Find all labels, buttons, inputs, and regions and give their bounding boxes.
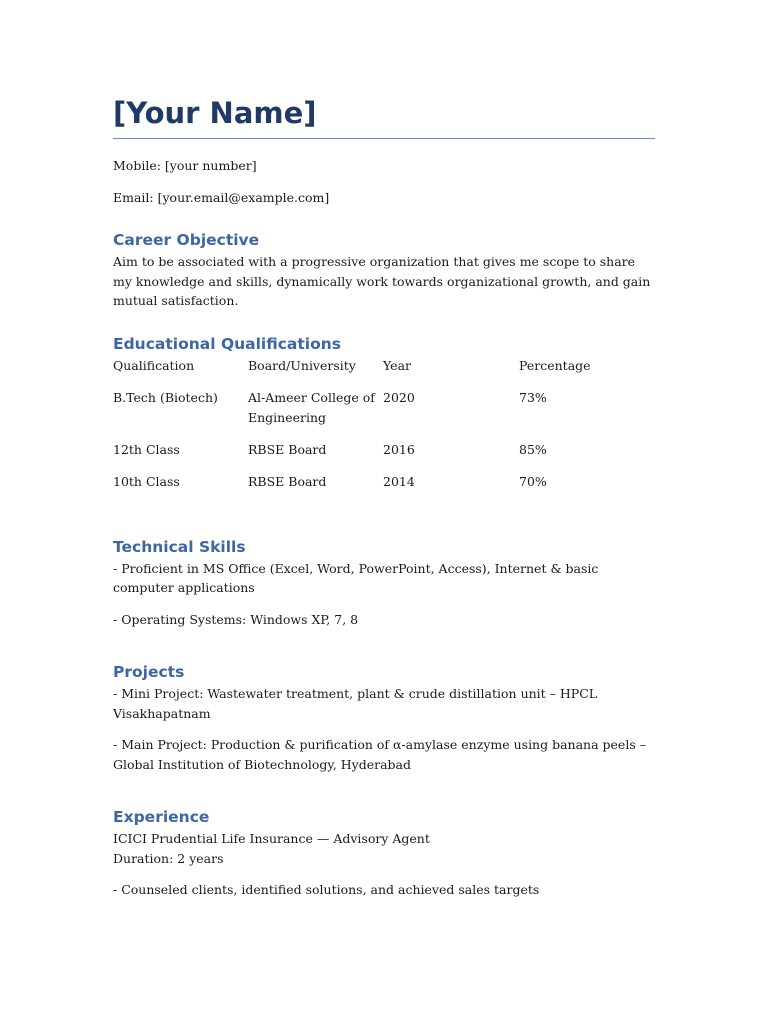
- education-header-percentage: Percentage: [519, 357, 591, 373]
- technical-skill-item: - Proficient in MS Office (Excel, Word, PowerPoint, Access), Internet & basic computer applications: [113, 560, 599, 595]
- education-heading: Educational Qualifications: [113, 334, 342, 353]
- candidate-name: [Your Name]: [113, 94, 655, 139]
- career-objective-text: Aim to be associated with a progressive organization that gives me scope to share my knowledge and skills, dynamically work towards organizational growth, and gain mutual satisfaction.: [113, 254, 651, 308]
- experience-heading: Experience: [113, 808, 210, 826]
- education-cell: 12th Class: [113, 441, 180, 457]
- education-header-row: [113, 356, 655, 376]
- education-header-qualification: Qualification: [113, 357, 195, 373]
- experience-duration: Duration: 2 years: [113, 850, 224, 866]
- project-item: - Mini Project: Wastewater treatment, plant & crude distillation unit – HPCL Visakhapatnam: [113, 686, 598, 721]
- education-cell: 85%: [519, 441, 547, 457]
- technical-skill-item: - Operating Systems: Windows XP, 7, 8: [113, 611, 359, 627]
- career-objective-heading: Career Objective: [113, 231, 260, 249]
- education-cell: 2020: [383, 389, 415, 405]
- education-header-year: Year: [383, 357, 411, 373]
- resume-page: [113, 94, 655, 900]
- experience-company: ICICI Prudential Life Insurance — Advisory Agent: [113, 831, 430, 846]
- education-cell: B.Tech (Biotech): [113, 389, 218, 405]
- education-cell: Al-Ameer College of Engineering: [248, 389, 375, 425]
- education-header-board: Board/University: [248, 357, 356, 373]
- projects-heading: Projects: [113, 663, 185, 681]
- email-line: Email: [your.email@example.com]: [113, 190, 330, 205]
- table-row: [113, 460, 655, 492]
- education-cell: 73%: [519, 389, 547, 405]
- education-cell: 70%: [519, 473, 547, 489]
- mobile-line: Mobile: [your number]: [113, 158, 257, 173]
- education-table: [113, 356, 655, 492]
- education-cell: RBSE Board: [248, 473, 327, 489]
- table-row: [113, 428, 655, 460]
- education-cell: 2014: [383, 473, 415, 489]
- table-row: [113, 376, 655, 428]
- education-cell: 10th Class: [113, 473, 180, 489]
- project-item: - Main Project: Production & purification of α-amylase enzyme using banana peels – Global Institution of Biotechnology, Hyderabad: [113, 737, 646, 772]
- technical-skills-heading: Technical Skills: [113, 537, 246, 556]
- education-cell: RBSE Board: [248, 441, 327, 457]
- education-cell: 2016: [383, 441, 415, 457]
- experience-item: - Counseled clients, identified solutions, and achieved sales targets: [113, 882, 540, 897]
